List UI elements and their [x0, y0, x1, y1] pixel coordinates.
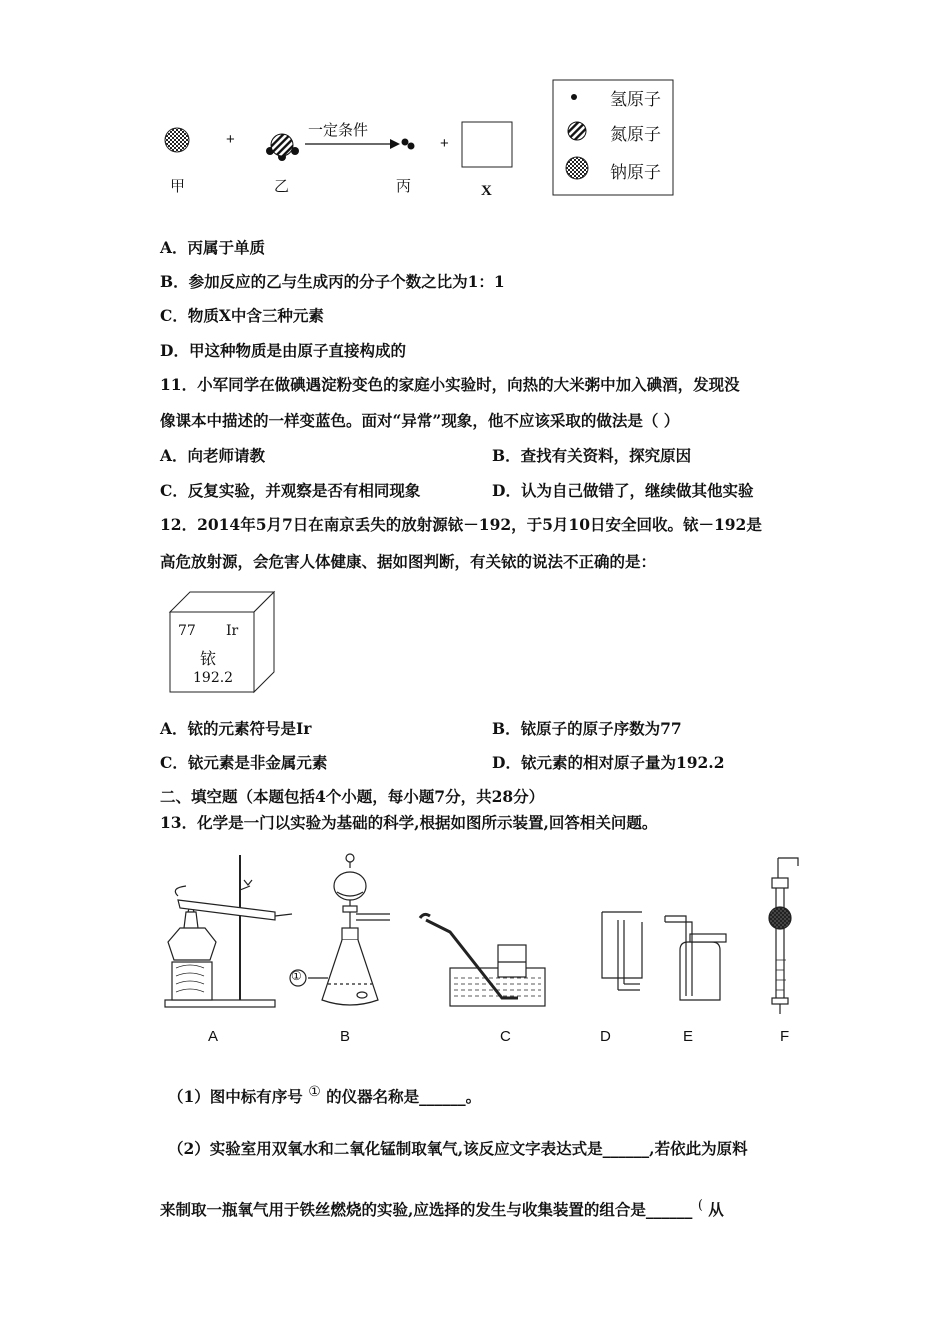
q12-option-d: D．铱元素的相对原子量为192.2	[492, 753, 725, 772]
label-yi: 乙	[274, 177, 290, 195]
q13-sub1-post: 的仪器名称是______。	[326, 1087, 482, 1107]
sodium-atom-legend-icon	[566, 157, 588, 179]
circled-one-marker: ①	[308, 1084, 321, 1100]
q13-stem: 13．化学是一门以实验为基础的科学,根据如图所示装置,回答相关问题。	[160, 813, 658, 832]
q10-option-d: D．甲这种物质是由原子直接构成的	[160, 341, 406, 360]
nitrogen-atom-icon	[568, 122, 586, 140]
q11-option-b: B．查找有关资料，探究原因	[492, 446, 692, 465]
section-heading: 二、填空题（本题包括4个小题，每小题7分，共28分）	[160, 787, 545, 806]
q13-sub2-line2	[160, 1198, 724, 1220]
label-b: B	[340, 1028, 351, 1045]
q10-option-b: B．参加反应的乙与生成丙的分子个数之比为1：1	[160, 272, 505, 291]
plus-sign: +	[226, 131, 235, 148]
atomic-number: 77	[178, 623, 196, 639]
apparatus-f-tube-icon	[769, 858, 798, 1014]
legend-sodium: 钠原子	[610, 163, 661, 183]
q11-option-c: C．反复实验，并观察是否有相同现象	[160, 481, 421, 500]
arrowhead-icon	[390, 139, 400, 149]
label-f: F	[780, 1028, 790, 1045]
q12-stem-line1: 12．2014年5月7日在南京丢失的放射源铱－192，于5月10日安全回收。铱－192是	[160, 515, 762, 534]
apparatus-c-trough-icon	[420, 914, 545, 1006]
label-bing: 丙	[396, 177, 412, 195]
reaction-condition: 一定条件	[308, 121, 369, 139]
reaction-diagram	[150, 75, 690, 210]
element-name: 铱	[200, 649, 217, 668]
ammonia-molecule-icon	[266, 134, 299, 161]
q10-option-a: A．丙属于单质	[160, 238, 266, 257]
q11-stem-line1: 11．小军同学在做碘遇淀粉变色的家庭小实验时，向热的大米粥中加入碘酒，发现没	[160, 375, 740, 394]
element-symbol: Ir	[226, 623, 239, 639]
label-c: C	[500, 1028, 511, 1045]
label-a: A	[208, 1028, 219, 1045]
q13-sub2-line2-text: 来制取一瓶氧气用于铁丝燃烧的实验,应选择的发生与收集装置的组合是______	[160, 1200, 693, 1220]
atomic-mass: 192.2	[193, 670, 234, 686]
label-x: X	[481, 183, 492, 199]
legend-nitrogen: 氮原子	[610, 125, 661, 145]
legend-hydrogen: 氢原子	[610, 90, 661, 110]
apparatus-svg	[150, 850, 810, 1050]
q12-stem-line2: 高危放射源，会危害人体健康、据如图判断，有关铱的说法不正确的是：	[160, 552, 657, 571]
q11-option-a: A．向老师请教	[160, 446, 266, 465]
element-card	[168, 590, 278, 695]
q12-option-b: B．铱原子的原子序数为77	[492, 719, 682, 738]
apparatus-b-flask-icon	[290, 854, 390, 1005]
q13-sub2-tail: 从	[708, 1200, 724, 1220]
q11-option-d: D．认为自己做错了，继续做其他实验	[492, 481, 754, 500]
q13-sub2-paren: (	[697, 1198, 703, 1213]
q10-option-c: C．物质X中含三种元素	[160, 306, 324, 325]
q13-sub1	[168, 1084, 481, 1107]
apparatus-d-collection-icon	[602, 912, 642, 990]
sodium-atom-icon	[165, 128, 189, 152]
label-e: E	[683, 1028, 694, 1045]
q11-stem-line2: 像课本中描述的一样变蓝色。面对“异常”现象，他不应该采取的做法是（ ）	[160, 411, 680, 430]
label-d: D	[600, 1028, 611, 1045]
q13-sub2-line1: （2）实验室用双氧水和二氧化锰制取氧气,该反应文字表达式是______,若依此为原料	[168, 1139, 748, 1158]
label-jia: 甲	[170, 177, 186, 195]
apparatus-e-bottle-icon	[665, 916, 726, 1000]
hydrogen-molecule-icon	[402, 139, 415, 150]
unknown-x-box	[462, 122, 512, 167]
q12-option-c: C．铱元素是非金属元素	[160, 753, 328, 772]
hydrogen-atom-icon	[571, 94, 577, 100]
apparatus-figure	[150, 850, 810, 1050]
apparatus-a-heating-icon	[165, 855, 292, 1007]
apparatus-marker: ①	[291, 969, 302, 983]
q12-option-a: A．铱的元素符号是Ir	[160, 719, 312, 738]
q13-sub1-pre: （1）图中标有序号	[168, 1087, 303, 1107]
plus-sign: +	[440, 135, 449, 152]
